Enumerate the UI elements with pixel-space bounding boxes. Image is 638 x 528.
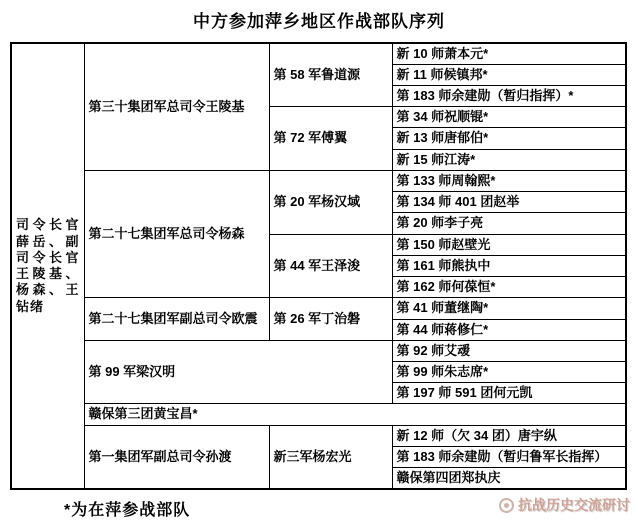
full-span-cell: 赣保第三团黄宝昌* [84, 404, 626, 425]
group-army-cell: 第二十七集团军副总司令欧震 [84, 298, 269, 340]
table-row [11, 425, 626, 446]
division-cell: 第 44 师蒋修仁* [392, 319, 626, 340]
division-cell: 第 20 师李子亮 [392, 213, 626, 234]
site-watermark [499, 495, 630, 515]
army-cell: 第 72 军傅翼 [269, 107, 392, 171]
division-cell: 赣保第四团郑执庆 [392, 468, 626, 489]
division-cell: 新 10 师萧本元* [392, 43, 626, 64]
army-cell: 新三军杨宏光 [269, 425, 392, 489]
division-cell: 第 133 师周翰熙* [392, 170, 626, 191]
division-cell: 新 13 师唐郁伯* [392, 128, 626, 149]
army-merged-cell: 第 99 军梁汉明 [84, 340, 392, 404]
division-cell: 新 11 师候镇邦* [392, 64, 626, 85]
division-cell: 第 34 师祝顺锟* [392, 107, 626, 128]
group-army-cell: 第二十七集团军总司令杨森 [84, 170, 269, 297]
table-row [11, 404, 626, 425]
army-cell: 第 26 军丁治磐 [269, 298, 392, 340]
order-of-battle-table [10, 42, 627, 490]
table-row [11, 298, 626, 319]
army-cell: 第 58 军鲁道源 [269, 43, 392, 107]
group-army-cell: 第一集团军副总司令孙渡 [84, 425, 269, 489]
page-title: 中方参加萍乡地区作战部队序列 [193, 12, 445, 31]
command-header-cell: 司令长官薛岳、副司令长官王陵基、杨森、王钻绪 [11, 43, 84, 489]
division-cell: 第 99 师朱志席* [392, 362, 626, 383]
division-cell: 第 183 师余建勋（暂归指挥）* [392, 85, 626, 106]
division-cell: 第 162 师何葆恒* [392, 277, 626, 298]
division-cell: 第 161 师熊执中 [392, 255, 626, 276]
army-cell: 第 20 军杨汉域 [269, 170, 392, 234]
division-cell: 第 197 师 591 团何元凯 [392, 383, 626, 404]
division-cell: 新 12 师（欠 34 团）唐宇纵 [392, 425, 626, 446]
division-cell: 第 150 师赵壁光 [392, 234, 626, 255]
army-cell: 第 44 军王泽浚 [269, 234, 392, 298]
division-cell: 第 183 师余建勋（暂归鲁军长指挥） [392, 446, 626, 467]
group-army-cell: 第三十集团军总司令王陵基 [84, 43, 269, 170]
table-row [11, 170, 626, 191]
table-row [11, 43, 626, 64]
division-cell: 第 92 师艾叆 [392, 340, 626, 361]
division-cell: 第 41 师董继陶* [392, 298, 626, 319]
footnote-text: *为在萍参战部队 [64, 502, 191, 519]
division-cell: 新 15 师江涛* [392, 149, 626, 170]
division-cell: 第 134 师 401 团赵举 [392, 192, 626, 213]
table-row [11, 340, 626, 361]
emblem-icon [499, 498, 514, 513]
watermark-label: 抗战历史交流研讨 [518, 497, 630, 513]
